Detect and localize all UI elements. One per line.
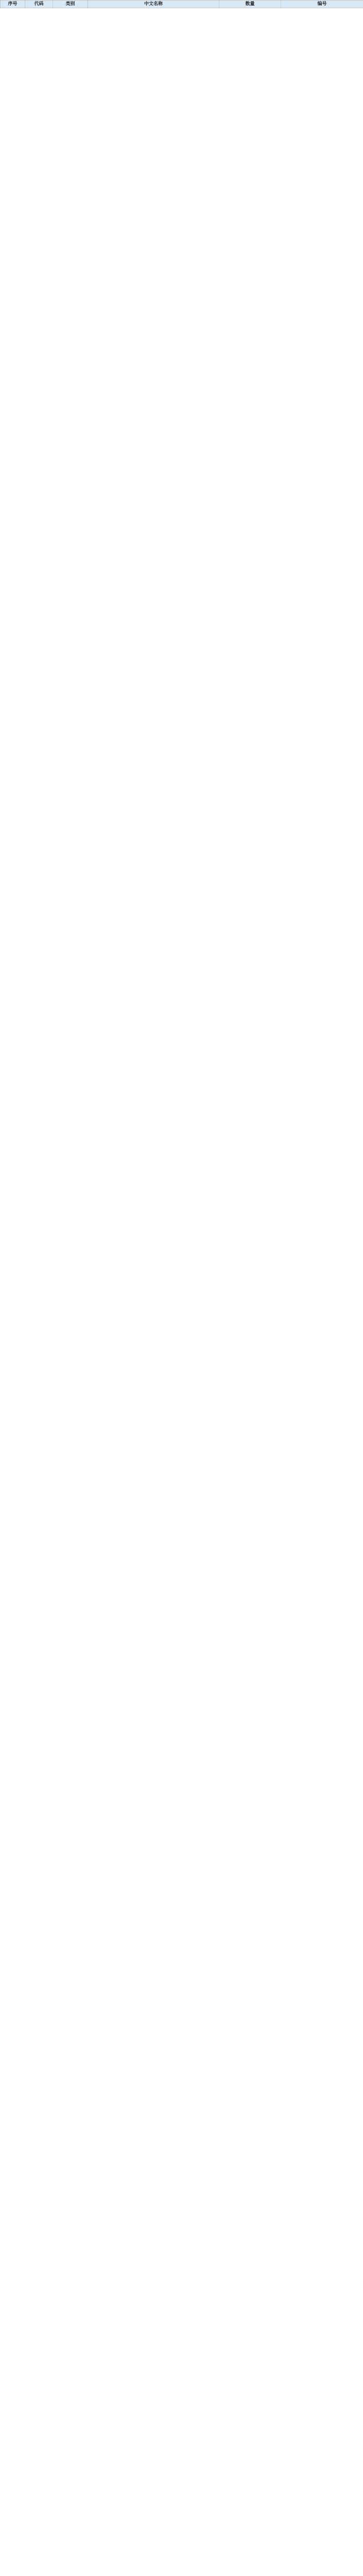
- column-header: 代码: [25, 1, 53, 8]
- column-header: 编号: [281, 1, 363, 8]
- table-header-row: [1, 1, 363, 8]
- inventory-table: [0, 0, 363, 8]
- column-header: 数量: [219, 1, 281, 8]
- column-header: 序号: [1, 1, 25, 8]
- column-header: 中文名称: [88, 1, 219, 8]
- column-header: 类别: [53, 1, 88, 8]
